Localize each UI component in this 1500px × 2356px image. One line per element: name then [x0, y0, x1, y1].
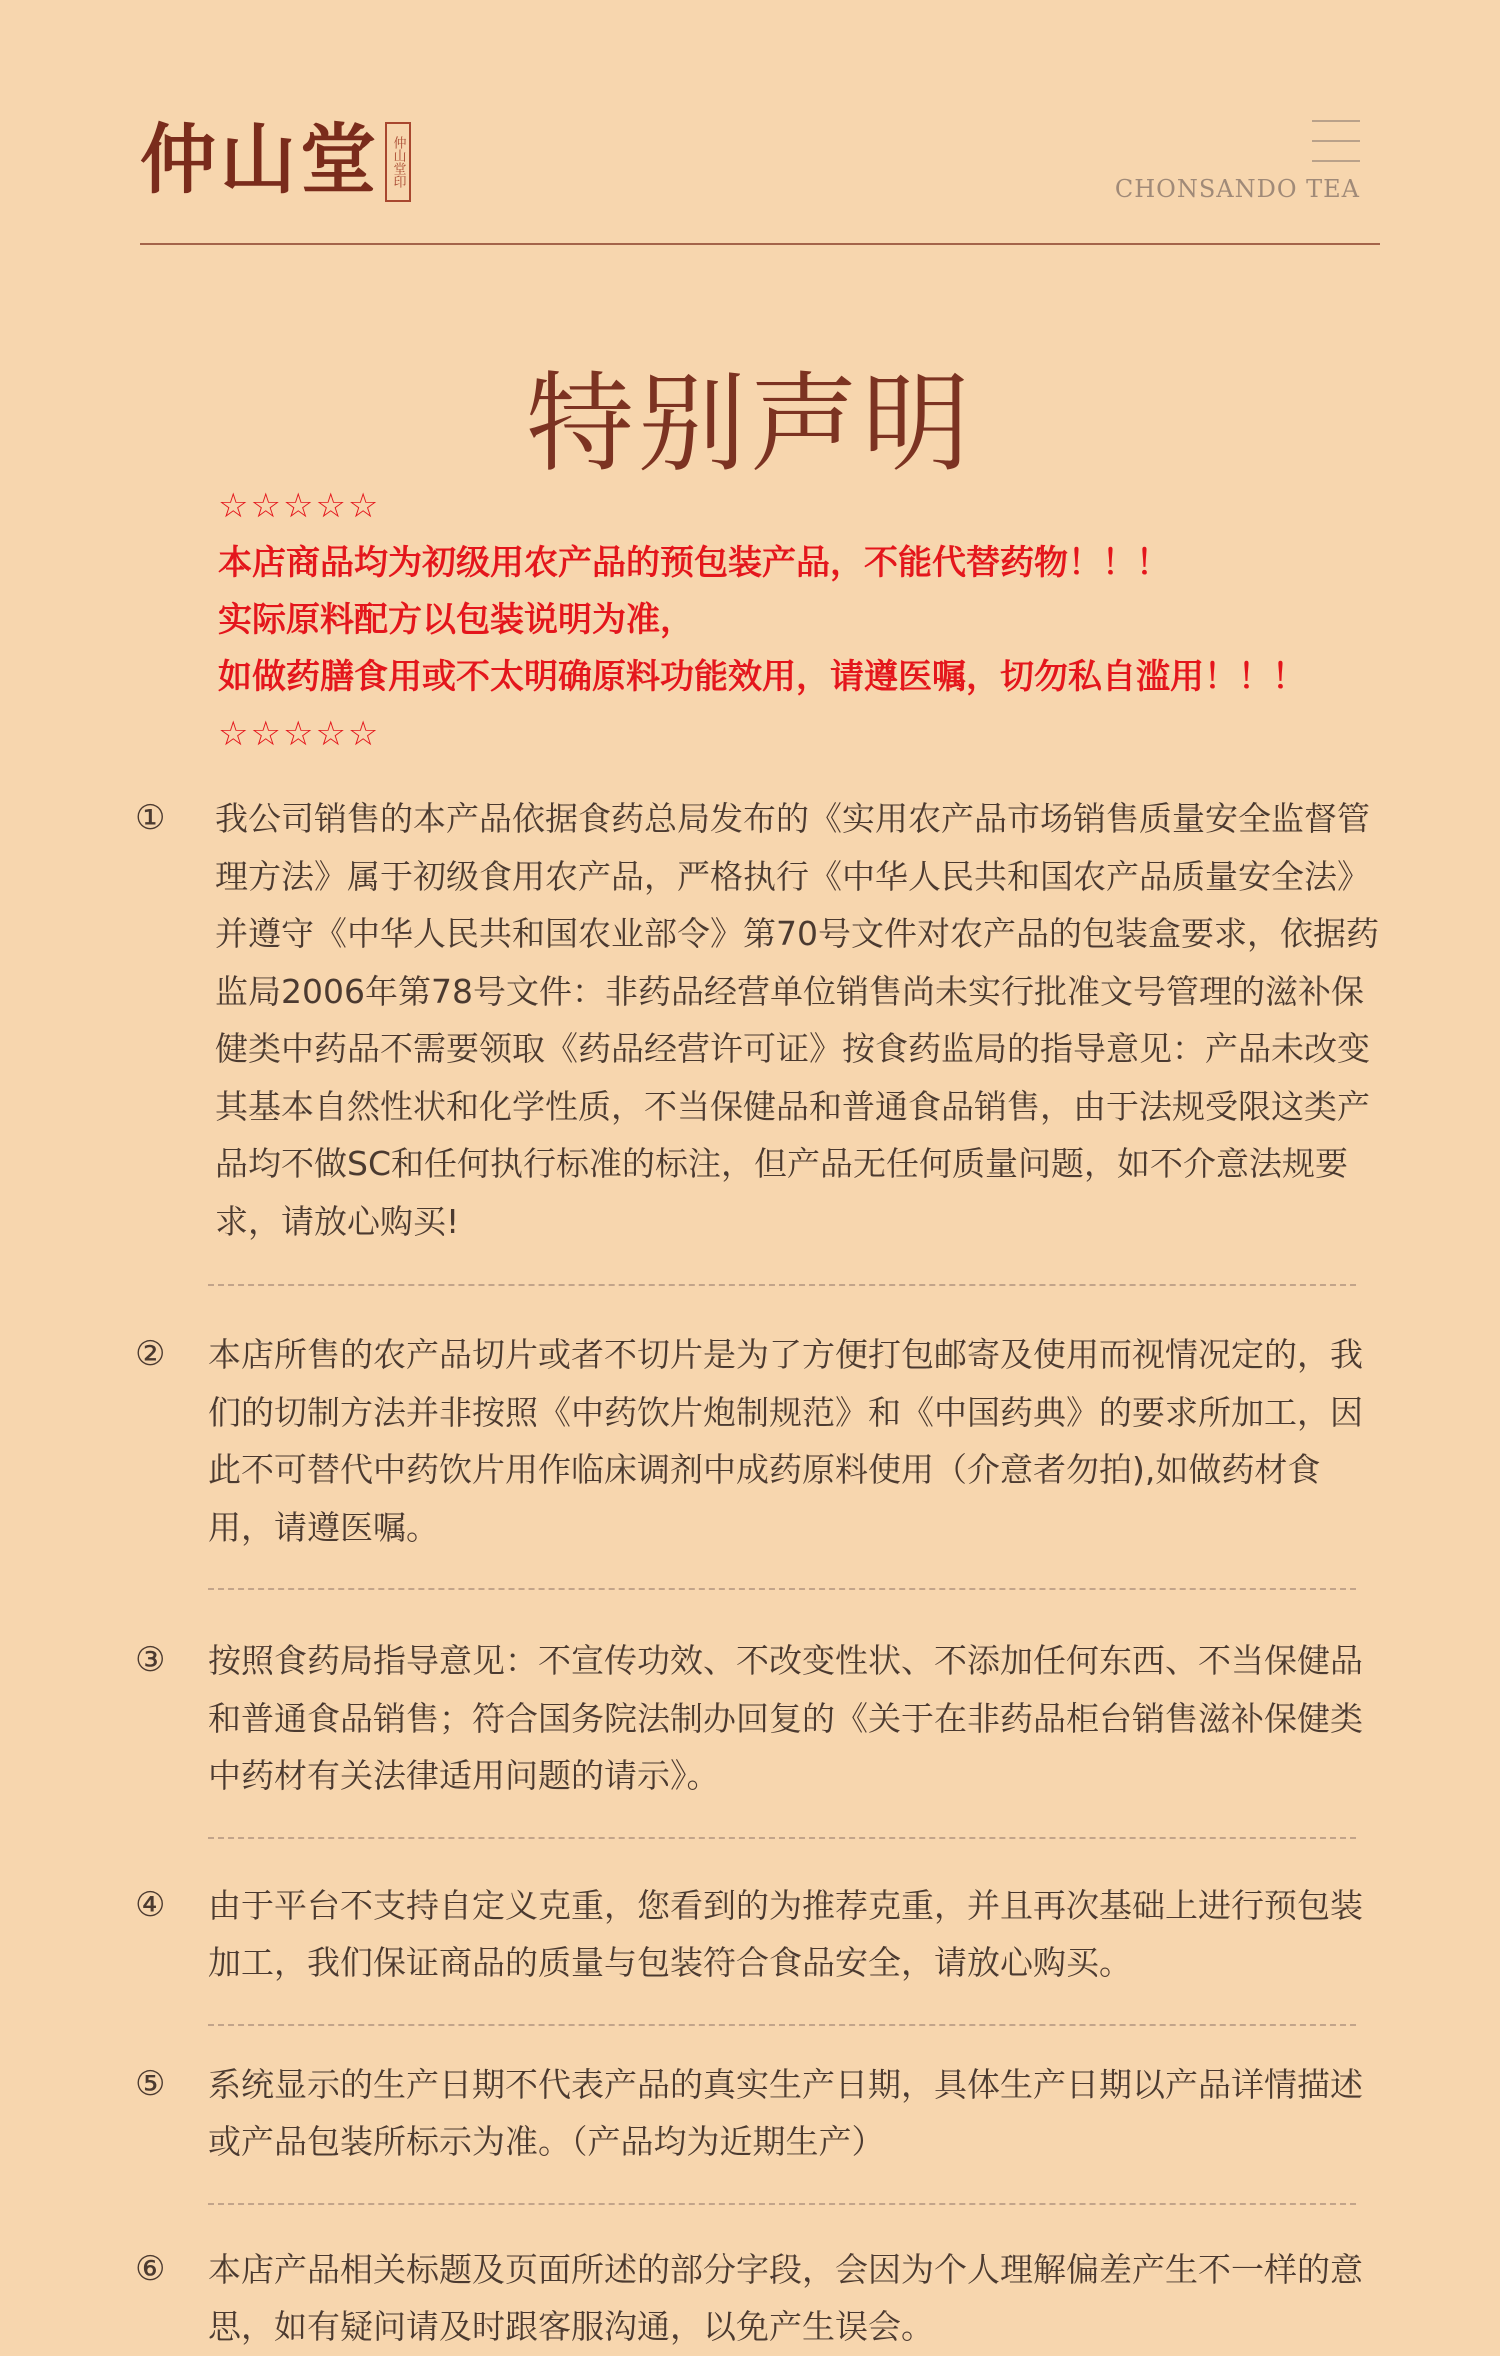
dashed-divider: [208, 1588, 1356, 1590]
menu-icon[interactable]: [1312, 120, 1360, 162]
item-text-2: 本店所售的农产品切片或者不切片是为了方便打包邮寄及使用而视情况定的，我们的切制方法并非按照《中药饮片炮制规范》和《中国药典》的要求所加工，因此不可替代中药饮片用作临床调剂中成药原料使用（介意者勿拍),如做药材食用，请遵医嘱。: [208, 1335, 1363, 1547]
item-number-6: ⑥: [135, 2248, 166, 2289]
statement-item-1: [130, 790, 1380, 1250]
header-divider: [140, 243, 1380, 245]
item-text-5: 系统显示的生产日期不代表产品的真实生产日期，具体生产日期以产品详情描述或产品包装所标示为准。（产品均为近期生产）: [208, 2064, 1363, 2161]
dashed-divider: [208, 2024, 1356, 2026]
item-number-4: ④: [135, 1884, 166, 1925]
notice-line-1: 本店商品均为初级用农产品的预包装产品，不能代替药物！！！: [218, 543, 1170, 583]
notice-stars-bottom: ☆☆☆☆☆: [218, 714, 381, 754]
item-text-4: 由于平台不支持自定义克重，您看到的为推荐克重，并且再次基础上进行预包装加工，我们保证商品的质量与包装符合食品安全，请放心购买。: [208, 1885, 1363, 1982]
notice-stars-top: ☆☆☆☆☆: [218, 486, 381, 526]
statement-item-2: [130, 1326, 1380, 1556]
statement-item-3: [130, 1632, 1380, 1805]
brand-logo: 仲山堂: [140, 115, 380, 204]
statement-item-4: [130, 1877, 1380, 1992]
page-title: 特别声明: [525, 362, 974, 488]
red-notice: [218, 478, 1418, 763]
statement-item-6: [130, 2241, 1380, 2356]
statement-list: [130, 790, 1380, 2356]
item-text-1: 我公司销售的本产品依据食药总局发布的《实用农产品市场销售质量安全监督管理方法》属于初级食用农产品，严格执行《中华人民共和国农产品质量安全法》并遵守《中华人民共和国农业部令》第70号文件对农产品的包装盒要求，依据药监局2006年第78号文件：非药品经营单位销售尚未实行批准文号管理的滋补保健类中药品不需要领取《药品经营许可证》按食药监局的指导意见：产品未改变其基本自然性状和化学性质，不当保健品和普通食品销售，由于法规受限这类产品均不做SC和任何执行标准的标注，但产品无任何质量问题，如不介意法规要求，请放心购买!: [215, 799, 1379, 1241]
item-number-3: ③: [135, 1640, 166, 1680]
notice-line-2: 实际原料配方以包装说明为准，: [218, 600, 694, 640]
item-text-3: 按照食药局指导意见：不宣传功效、不改变性状、不添加任何东西、不当保健品和普通食品销售；符合国务院法制办回复的《关于在非药品柜台销售滋补保健类中药材有关法律适用问题的请示》。: [208, 1641, 1363, 1795]
dashed-divider: [208, 1284, 1356, 1286]
dashed-divider: [208, 2203, 1356, 2205]
item-number-2: ②: [135, 1334, 166, 1374]
item-text-6: 本店产品相关标题及页面所述的部分字段，会因为个人理解偏差产生不一样的意思，如有疑问请及时跟客服沟通，以免产生误会。: [208, 2249, 1363, 2346]
item-number-5: ⑤: [135, 2063, 166, 2104]
page-header: [140, 100, 1380, 245]
statement-item-5: [130, 2056, 1380, 2171]
item-number-1: ①: [135, 798, 166, 838]
dashed-divider: [208, 1837, 1356, 1839]
notice-line-3: 如做药膳食用或不太明确原料功能效用，请遵医嘱，切勿私自滥用！！！: [218, 657, 1306, 697]
brand-english-name: CHONSANDO TEA: [1114, 175, 1360, 203]
brand-seal: 仲山堂印: [385, 122, 411, 202]
